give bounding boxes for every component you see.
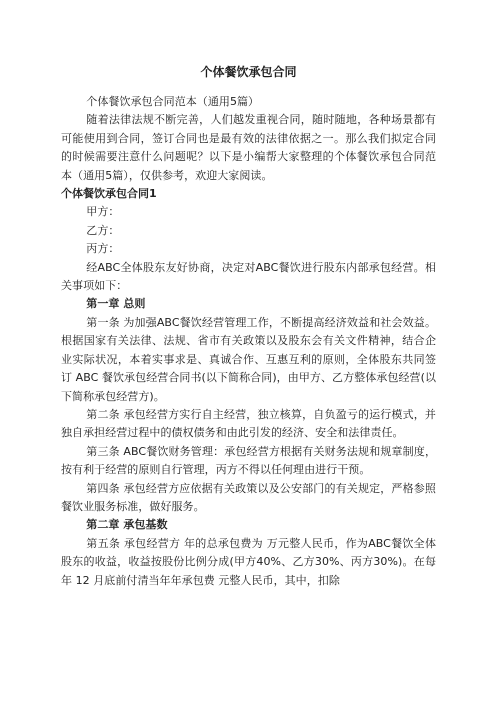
article-5: 第五条 承包经营方 年的总承包费为 万元整人民币，作为ABC餐饮全体股东的收益，收益按股份比例分成(甲方40%、乙方30%、丙方30%)。在每年 12 月底前付清当年年承包费 元整人民币，其中，扣除 <box>61 536 436 587</box>
article-1: 第一条 为加强ABC餐饮经营管理工作，不断提高经济效益和社会效益。根据国家有关法律、法规、省市有关政策以及股东会有关文件精神，结合企业实际状况，本着实事求是、真诚合作、互惠互利的原则，全体股东共同签订 ABC 餐饮承包经营合同书(以下简称合同)，由甲方、乙方整体承包经营(以下简称承包经营方)。 <box>61 315 436 403</box>
chapter-2-heading: 第二章 承包基数 <box>86 518 168 532</box>
party-a-line: 甲方： <box>86 205 120 219</box>
article-3: 第三条 ABC餐饮财务管理：承包经营方根据有关财务法规和规章制度，按有利于经营的原则自行管理，丙方不得以任何理由进行干预。 <box>61 444 436 477</box>
paragraph-agreement: 经ABC全体股东友好协商，决定对ABC餐饮进行股东内部承包经营。相关事项如下： <box>61 260 436 293</box>
document-page <box>61 62 436 590</box>
article-2: 第二条 承包经营方实行自主经营，独立核算，自负盈亏的运行模式，并独自承担经营过程中的债权债务和由此引发的经济、安全和法律责任。 <box>61 407 436 440</box>
chapter-1-heading: 第一章 总则 <box>86 297 146 311</box>
document-title: 个体餐饮承包合同 <box>200 65 297 79</box>
party-c-line: 丙方： <box>86 242 120 256</box>
party-b-line: 乙方： <box>86 223 120 237</box>
article-4: 第四条 承包经营方应依据有关政策以及公安部门的有关规定，严格参照餐饮业服务标准，做好服务。 <box>61 481 436 513</box>
paragraph-intro: 随着法律法规不断完善，人们越发重视合同，随时随地，各种场景都有可能使用到合同，签订合同也是最有效的法律依据之一。那么我们拟定合同的时候需要注意什么问题呢？以下是小编帮大家整理的个体餐饮承包合同范本（通用5篇），仅供参考，欢迎大家阅读。 <box>61 113 436 182</box>
section-heading-contract-1: 个体餐饮承包合同1 <box>61 187 157 201</box>
paragraph-subtitle: 个体餐饮承包合同范本（通用5篇） <box>86 95 260 108</box>
